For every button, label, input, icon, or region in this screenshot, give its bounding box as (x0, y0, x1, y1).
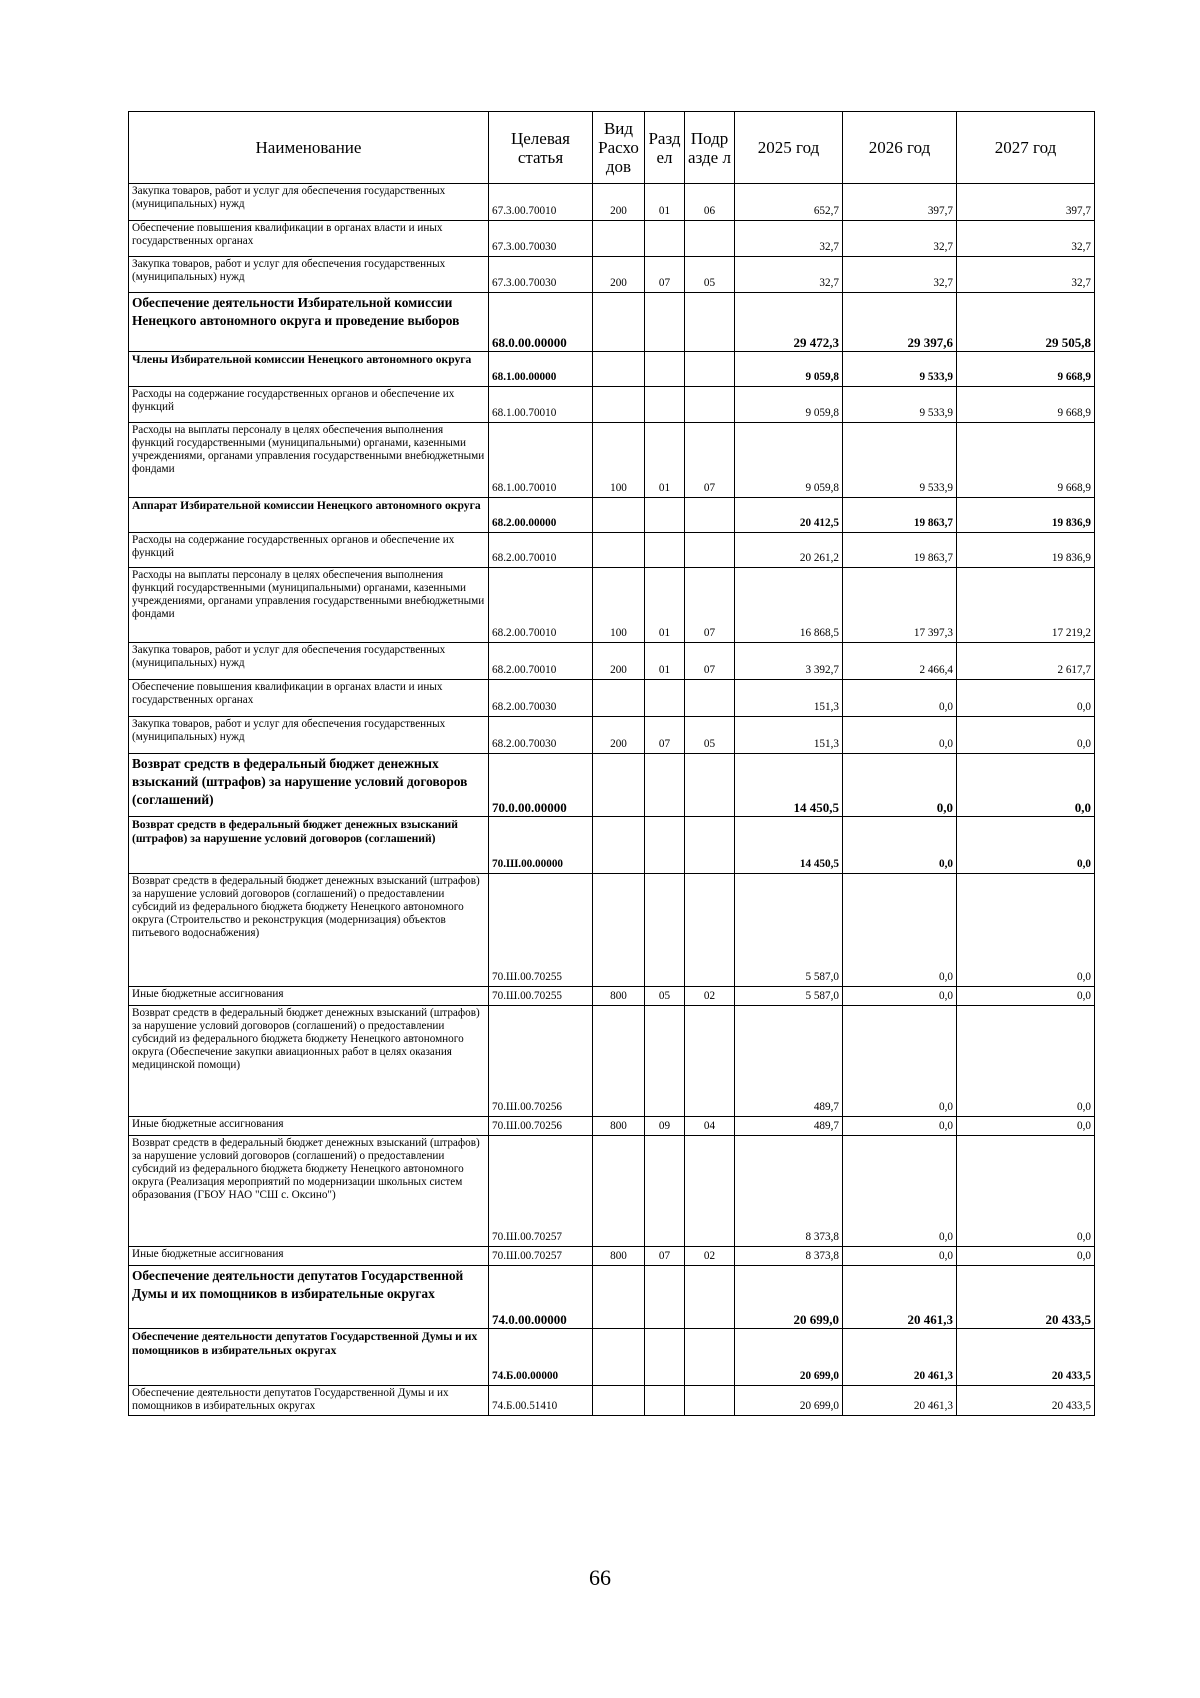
row-subsection (685, 754, 735, 817)
row-amount-2026: 17 397,3 (843, 568, 957, 643)
row-amount-2026: 20 461,3 (843, 1266, 957, 1329)
row-section (645, 352, 685, 387)
row-target-code: 70.Ш.00.70255 (489, 987, 593, 1006)
row-amount-2026: 9 533,9 (843, 423, 957, 498)
table-row (129, 498, 1095, 533)
row-amount-2026: 32,7 (843, 221, 957, 257)
row-expense-type (593, 817, 645, 874)
row-target-code: 68.0.00.00000 (489, 293, 593, 352)
row-amount-2027: 19 836,9 (957, 533, 1095, 568)
row-amount-2025: 20 699,0 (735, 1329, 843, 1386)
row-expense-type (593, 1386, 645, 1416)
row-target-code: 70.Ш.00.70257 (489, 1247, 593, 1266)
table-body (129, 184, 1095, 1416)
table-row (129, 1266, 1095, 1329)
row-name: Аппарат Избирательной комиссии Ненецкого автономного округа (129, 498, 489, 533)
row-expense-type: 800 (593, 1117, 645, 1136)
row-amount-2025: 151,3 (735, 680, 843, 717)
row-subsection (685, 680, 735, 717)
row-expense-type (593, 352, 645, 387)
row-amount-2027: 0,0 (957, 680, 1095, 717)
row-amount-2026: 9 533,9 (843, 352, 957, 387)
row-expense-type (593, 533, 645, 568)
row-name: Иные бюджетные ассигнования (129, 987, 489, 1006)
row-amount-2027: 0,0 (957, 717, 1095, 754)
table-row (129, 987, 1095, 1006)
row-name: Расходы на выплаты персоналу в целях обеспечения выполнения функций государственными (муниципальными) органами, казенными учреждениями, органами управления государственными внебюджетными фондами (129, 568, 489, 643)
row-target-code: 68.2.00.70010 (489, 568, 593, 643)
row-target-code: 70.Ш.00.70255 (489, 874, 593, 987)
row-amount-2025: 29 472,3 (735, 293, 843, 352)
row-amount-2026: 2 466,4 (843, 643, 957, 680)
header-expense-type: Вид Расхо дов (593, 112, 645, 184)
table-row (129, 1136, 1095, 1247)
row-section (645, 387, 685, 423)
row-amount-2027: 0,0 (957, 754, 1095, 817)
row-section (645, 874, 685, 987)
row-expense-type (593, 221, 645, 257)
row-target-code: 70.Ш.00.70256 (489, 1006, 593, 1117)
row-amount-2025: 652,7 (735, 184, 843, 221)
row-expense-type (593, 1006, 645, 1117)
row-amount-2025: 20 699,0 (735, 1386, 843, 1416)
table-row (129, 754, 1095, 817)
row-amount-2026: 19 863,7 (843, 498, 957, 533)
row-target-code: 68.1.00.70010 (489, 387, 593, 423)
row-section: 01 (645, 643, 685, 680)
row-subsection: 06 (685, 184, 735, 221)
row-subsection (685, 1006, 735, 1117)
row-target-code: 67.3.00.70010 (489, 184, 593, 221)
table-row (129, 387, 1095, 423)
row-expense-type (593, 874, 645, 987)
row-name: Обеспечение деятельности Избирательной комиссии Ненецкого автономного округа и проведение выборов (129, 293, 489, 352)
row-amount-2026: 29 397,6 (843, 293, 957, 352)
row-amount-2027: 0,0 (957, 1117, 1095, 1136)
row-amount-2026: 0,0 (843, 874, 957, 987)
table-row (129, 423, 1095, 498)
row-expense-type: 200 (593, 257, 645, 293)
row-subsection (685, 1329, 735, 1386)
header-target: Целевая статья (489, 112, 593, 184)
row-section (645, 1386, 685, 1416)
row-subsection (685, 293, 735, 352)
budget-table-sheet (128, 111, 1094, 1416)
row-name: Обеспечение деятельности депутатов Государственной Думы и их помощников в избирательных округах (129, 1329, 489, 1386)
row-name: Возврат средств в федеральный бюджет денежных взысканий (штрафов) за нарушение условий договоров (соглашений) о предоставлении субсидий из федерального бюджета бюджету Ненецкого автономного округа (Обеспечение закупки авиационных работ в целях оказания медицинской помощи) (129, 1006, 489, 1117)
row-amount-2025: 9 059,8 (735, 423, 843, 498)
table-header-row (129, 112, 1095, 184)
row-section: 01 (645, 568, 685, 643)
row-amount-2025: 20 699,0 (735, 1266, 843, 1329)
row-amount-2025: 16 868,5 (735, 568, 843, 643)
row-amount-2026: 0,0 (843, 817, 957, 874)
header-name: Наименование (129, 112, 489, 184)
row-amount-2027: 0,0 (957, 874, 1095, 987)
row-amount-2025: 14 450,5 (735, 817, 843, 874)
row-section (645, 533, 685, 568)
row-section: 01 (645, 184, 685, 221)
row-expense-type (593, 293, 645, 352)
row-amount-2027: 19 836,9 (957, 498, 1095, 533)
row-expense-type: 800 (593, 987, 645, 1006)
row-amount-2026: 0,0 (843, 754, 957, 817)
row-target-code: 70.Ш.00.70257 (489, 1136, 593, 1247)
row-amount-2027: 29 505,8 (957, 293, 1095, 352)
row-amount-2027: 397,7 (957, 184, 1095, 221)
row-amount-2027: 9 668,9 (957, 387, 1095, 423)
row-name: Члены Избирательной комиссии Ненецкого автономного округа (129, 352, 489, 387)
row-amount-2025: 9 059,8 (735, 352, 843, 387)
row-name: Закупка товаров, работ и услуг для обеспечения государственных (муниципальных) нужд (129, 257, 489, 293)
row-target-code: 70.Ш.00.70256 (489, 1117, 593, 1136)
row-section (645, 498, 685, 533)
row-amount-2025: 5 587,0 (735, 987, 843, 1006)
row-section (645, 221, 685, 257)
page-number: 66 (589, 1565, 611, 1590)
row-amount-2027: 20 433,5 (957, 1386, 1095, 1416)
row-amount-2027: 20 433,5 (957, 1329, 1095, 1386)
row-amount-2027: 17 219,2 (957, 568, 1095, 643)
row-expense-type (593, 498, 645, 533)
row-name: Закупка товаров, работ и услуг для обеспечения государственных (муниципальных) нужд (129, 643, 489, 680)
row-name: Возврат средств в федеральный бюджет денежных взысканий (штрафов) за нарушение условий договоров (соглашений) о предоставлении субсидий из федерального бюджета бюджету Ненецкого автономного округа (Реализация мероприятий по модернизации школьных систем образования (ГБОУ НАО "СШ с. Оксино") (129, 1136, 489, 1247)
row-section (645, 293, 685, 352)
row-amount-2027: 9 668,9 (957, 423, 1095, 498)
header-2026: 2026 год (843, 112, 957, 184)
row-amount-2026: 20 461,3 (843, 1386, 957, 1416)
header-section: Разд ел (645, 112, 685, 184)
table-row (129, 257, 1095, 293)
row-expense-type (593, 1329, 645, 1386)
row-amount-2025: 489,7 (735, 1117, 843, 1136)
table-row (129, 293, 1095, 352)
row-section (645, 1006, 685, 1117)
row-section (645, 1329, 685, 1386)
row-amount-2026: 0,0 (843, 1136, 957, 1247)
row-name: Расходы на содержание государственных органов и обеспечение их функций (129, 387, 489, 423)
row-amount-2027: 0,0 (957, 1136, 1095, 1247)
row-amount-2027: 9 668,9 (957, 352, 1095, 387)
row-target-code: 68.2.00.70010 (489, 533, 593, 568)
row-amount-2027: 2 617,7 (957, 643, 1095, 680)
row-name: Расходы на выплаты персоналу в целях обеспечения выполнения функций государственными (муниципальными) органами, казенными учреждениями, органами управления государственными внебюджетными фондами (129, 423, 489, 498)
row-amount-2026: 0,0 (843, 717, 957, 754)
row-subsection (685, 498, 735, 533)
row-expense-type: 200 (593, 184, 645, 221)
row-amount-2026: 0,0 (843, 1247, 957, 1266)
row-name: Закупка товаров, работ и услуг для обеспечения государственных (муниципальных) нужд (129, 717, 489, 754)
row-section (645, 817, 685, 874)
row-target-code: 67.3.00.70030 (489, 221, 593, 257)
row-subsection: 05 (685, 717, 735, 754)
row-amount-2026: 0,0 (843, 680, 957, 717)
row-amount-2027: 0,0 (957, 1006, 1095, 1117)
row-name: Обеспечение повышения квалификации в органах власти и иных государственных органах (129, 221, 489, 257)
row-expense-type: 100 (593, 423, 645, 498)
row-amount-2027: 0,0 (957, 817, 1095, 874)
row-subsection (685, 1266, 735, 1329)
row-name: Обеспечение повышения квалификации в органах власти и иных государственных органах (129, 680, 489, 717)
row-section: 09 (645, 1117, 685, 1136)
row-target-code: 74.Б.00.00000 (489, 1329, 593, 1386)
row-amount-2025: 32,7 (735, 257, 843, 293)
row-target-code: 74.0.00.00000 (489, 1266, 593, 1329)
row-amount-2026: 9 533,9 (843, 387, 957, 423)
row-section: 01 (645, 423, 685, 498)
row-subsection (685, 533, 735, 568)
row-subsection: 02 (685, 987, 735, 1006)
row-amount-2027: 32,7 (957, 257, 1095, 293)
row-amount-2025: 32,7 (735, 221, 843, 257)
row-target-code: 68.2.00.70030 (489, 717, 593, 754)
header-2027: 2027 год (957, 112, 1095, 184)
row-amount-2026: 19 863,7 (843, 533, 957, 568)
row-amount-2026: 0,0 (843, 987, 957, 1006)
header-subsection: Подр азде л (685, 112, 735, 184)
table-row (129, 533, 1095, 568)
row-amount-2025: 3 392,7 (735, 643, 843, 680)
row-target-code: 68.1.00.70010 (489, 423, 593, 498)
row-section: 07 (645, 717, 685, 754)
row-amount-2027: 0,0 (957, 987, 1095, 1006)
row-amount-2025: 8 373,8 (735, 1247, 843, 1266)
row-amount-2025: 14 450,5 (735, 754, 843, 817)
row-subsection (685, 221, 735, 257)
header-2025: 2025 год (735, 112, 843, 184)
row-target-code: 74.Б.00.51410 (489, 1386, 593, 1416)
row-amount-2025: 151,3 (735, 717, 843, 754)
row-subsection (685, 387, 735, 423)
row-expense-type (593, 680, 645, 717)
row-name: Закупка товаров, работ и услуг для обеспечения государственных (муниципальных) нужд (129, 184, 489, 221)
row-section: 07 (645, 257, 685, 293)
row-section (645, 680, 685, 717)
table-row (129, 680, 1095, 717)
table-row (129, 643, 1095, 680)
row-amount-2027: 20 433,5 (957, 1266, 1095, 1329)
row-target-code: 68.2.00.00000 (489, 498, 593, 533)
row-amount-2025: 20 412,5 (735, 498, 843, 533)
row-amount-2025: 5 587,0 (735, 874, 843, 987)
table-row (129, 817, 1095, 874)
table-row (129, 717, 1095, 754)
row-subsection: 07 (685, 423, 735, 498)
row-section: 05 (645, 987, 685, 1006)
table-row (129, 568, 1095, 643)
row-amount-2027: 0,0 (957, 1247, 1095, 1266)
row-target-code: 70.0.00.00000 (489, 754, 593, 817)
row-name: Обеспечение деятельности депутатов Государственной Думы и их помощников в избирательные округах (129, 1266, 489, 1329)
row-subsection: 07 (685, 568, 735, 643)
row-amount-2026: 0,0 (843, 1117, 957, 1136)
row-section (645, 754, 685, 817)
row-expense-type: 800 (593, 1247, 645, 1266)
row-amount-2025: 20 261,2 (735, 533, 843, 568)
table-row (129, 1006, 1095, 1117)
row-subsection: 07 (685, 643, 735, 680)
budget-table (128, 111, 1095, 1416)
row-amount-2025: 489,7 (735, 1006, 843, 1117)
row-expense-type (593, 754, 645, 817)
row-expense-type (593, 387, 645, 423)
row-amount-2026: 32,7 (843, 257, 957, 293)
row-amount-2027: 32,7 (957, 221, 1095, 257)
row-name: Возврат средств в федеральный бюджет денежных взысканий (штрафов) за нарушение условий договоров (соглашений) (129, 817, 489, 874)
row-subsection (685, 1136, 735, 1247)
table-row (129, 352, 1095, 387)
row-subsection: 04 (685, 1117, 735, 1136)
row-expense-type (593, 1266, 645, 1329)
row-amount-2026: 397,7 (843, 184, 957, 221)
row-section: 07 (645, 1247, 685, 1266)
row-name: Возврат средств в федеральный бюджет денежных взысканий (штрафов) за нарушение условий договоров (соглашений) (129, 754, 489, 817)
row-target-code: 67.3.00.70030 (489, 257, 593, 293)
row-target-code: 70.Ш.00.00000 (489, 817, 593, 874)
row-amount-2025: 8 373,8 (735, 1136, 843, 1247)
row-name: Возврат средств в федеральный бюджет денежных взысканий (штрафов) за нарушение условий договоров (соглашений) о предоставлении субсидий из федерального бюджета бюджету Ненецкого автономного округа (Строительство и реконструкция (модернизация) объектов питьевого водоснабжения) (129, 874, 489, 987)
row-target-code: 68.1.00.00000 (489, 352, 593, 387)
row-subsection (685, 1386, 735, 1416)
row-subsection (685, 352, 735, 387)
row-expense-type: 100 (593, 568, 645, 643)
row-subsection: 02 (685, 1247, 735, 1266)
row-subsection: 05 (685, 257, 735, 293)
row-name: Иные бюджетные ассигнования (129, 1117, 489, 1136)
table-row (129, 184, 1095, 221)
table-row (129, 874, 1095, 987)
row-amount-2026: 0,0 (843, 1006, 957, 1117)
row-target-code: 68.2.00.70010 (489, 643, 593, 680)
row-section (645, 1266, 685, 1329)
row-expense-type (593, 1136, 645, 1247)
row-name: Обеспечение деятельности депутатов Государственной Думы и их помощников в избирательных округах (129, 1386, 489, 1416)
table-row (129, 1329, 1095, 1386)
table-row (129, 1247, 1095, 1266)
table-row (129, 1117, 1095, 1136)
row-amount-2025: 9 059,8 (735, 387, 843, 423)
table-row (129, 1386, 1095, 1416)
row-amount-2026: 20 461,3 (843, 1329, 957, 1386)
table-row (129, 221, 1095, 257)
row-name: Расходы на содержание государственных органов и обеспечение их функций (129, 533, 489, 568)
row-subsection (685, 817, 735, 874)
row-name: Иные бюджетные ассигнования (129, 1247, 489, 1266)
row-target-code: 68.2.00.70030 (489, 680, 593, 717)
row-subsection (685, 874, 735, 987)
row-expense-type: 200 (593, 717, 645, 754)
row-section (645, 1136, 685, 1247)
row-expense-type: 200 (593, 643, 645, 680)
